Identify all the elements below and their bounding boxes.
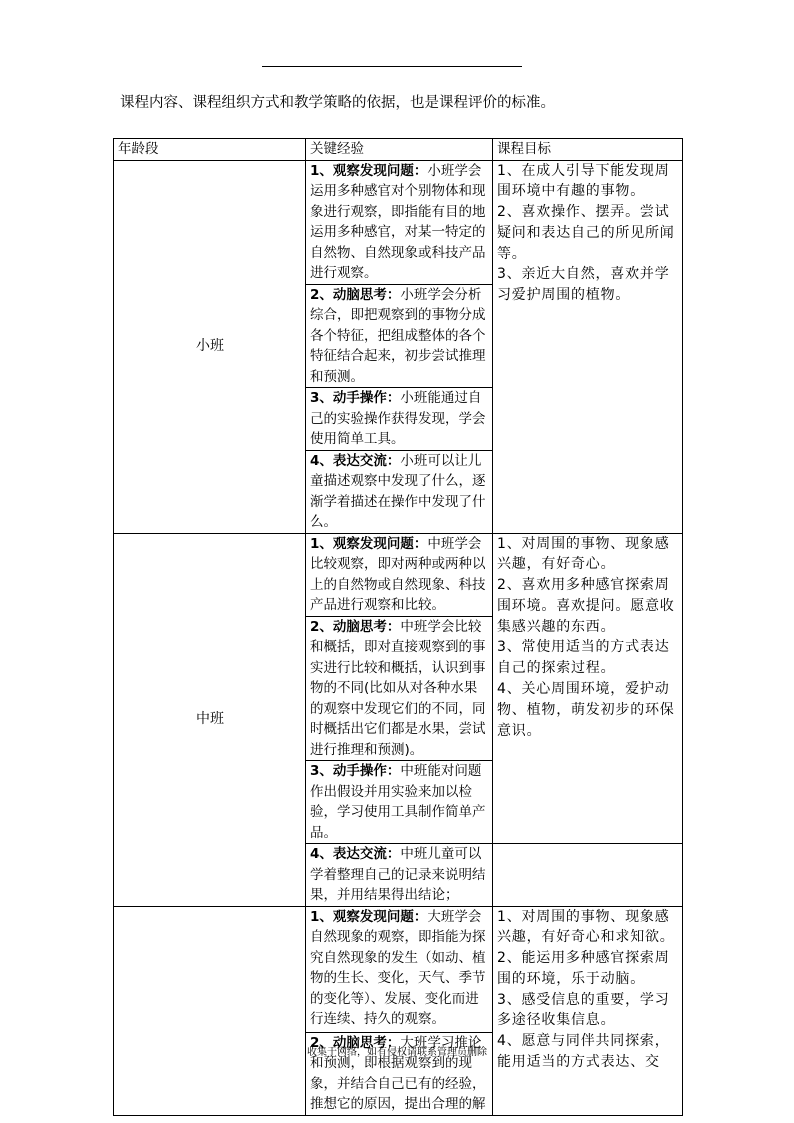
goal-cell-middle bbox=[493, 533, 683, 844]
experience-title: 1、观察发现问题： bbox=[310, 162, 428, 179]
experience-title: 2、动脑思考： bbox=[310, 1034, 401, 1051]
experience-text: 中班学会比较观察，即对两种或两种以上的自然物或自然现象、科技产品进行观察和比较。 bbox=[310, 535, 486, 613]
experience-title: 2、动脑思考： bbox=[310, 618, 401, 635]
experience-title: 4、表达交流： bbox=[310, 846, 401, 862]
age-cell-large bbox=[114, 906, 306, 1115]
experience-cell bbox=[306, 761, 493, 844]
intro-text: 课程内容、课程组织方式和教学策略的依据，也是课程评价的标准。 bbox=[120, 95, 555, 111]
experience-cell bbox=[306, 388, 493, 451]
goal-item: 1、对周围的事物、现象感兴趣，有好奇心和求知欲。 bbox=[497, 908, 675, 946]
goal-cell-small bbox=[493, 160, 683, 533]
table-row bbox=[114, 906, 683, 1032]
experience-cell bbox=[306, 533, 493, 616]
header-goal: 课程目标 bbox=[493, 139, 683, 161]
experience-text: 中班儿童可以学着整理自己的记录来说明结果，并用结果得出结论； bbox=[310, 846, 486, 903]
experience-title: 2、动脑思考： bbox=[310, 286, 401, 303]
goal-item: 4、愿意与同伴共同探索，能用适当的方式表达、交 bbox=[497, 1033, 670, 1071]
goal-item: 2、能运用多种感官探索周围的环境，乐于动脑。 bbox=[497, 950, 670, 987]
table-row bbox=[114, 533, 683, 616]
goal-item: 4、关心周围环境，爱护动物、植物，萌发初步的环保意识。 bbox=[497, 681, 675, 739]
experience-cell bbox=[306, 616, 493, 761]
goal-item: 1、在成人引导下能发现周围环境中有趣的事物。 bbox=[497, 162, 670, 200]
experience-text: 小班学会运用多种感官对个别物体和现象进行观察，即指能有目的地运用多种感官，对某一特定的自然物、自然现象或科技产品进行观察。 bbox=[310, 162, 486, 281]
header-age: 年龄段 bbox=[114, 139, 306, 161]
goal-item: 3、感受信息的重要，学习多途径收集信息。 bbox=[497, 991, 670, 1029]
table-header-row bbox=[114, 139, 683, 161]
experience-text: 小班学会分析综合，即把观察到的事物分成各个特征，把组成整体的各个特征结合起来，初步尝试推理和预测。 bbox=[310, 286, 486, 385]
experience-cell bbox=[306, 160, 493, 284]
experience-text: 小班可以让儿童描述观察中发现了什么，逐渐学着描述在操作中发现了什么。 bbox=[310, 452, 486, 530]
goal-item: 1、对周围的事物、现象感兴趣，有好奇心。 bbox=[497, 535, 670, 573]
goal-item: 2、喜欢用多种感官探索周围环境。喜欢提问。愿意收集感兴趣的东西。 bbox=[497, 577, 675, 635]
table-row bbox=[114, 160, 683, 284]
footer-note: 收集于网络，如有侵权请联系管理员删除 bbox=[307, 1047, 487, 1058]
goal-item: 3、常使用适当的方式表达自己的探索过程。 bbox=[497, 639, 670, 677]
header-key-experience: 关键经验 bbox=[306, 139, 493, 161]
experience-title: 3、动手操作： bbox=[310, 390, 401, 406]
experience-title: 1、观察发现问题： bbox=[310, 908, 428, 925]
goal-item: 2、喜欢操作、摆弄。尝试疑问和表达自己的所见所闻等。 bbox=[497, 204, 675, 262]
goal-cell-empty bbox=[493, 844, 683, 907]
experience-text: 大班学会自然现象的观察，即指能为探究自然现象的发生（如动、植物的生长、变化，天气、季节的变化等）、发展、变化而进行连续、持久的观察。 bbox=[310, 908, 486, 1027]
experience-cell bbox=[306, 844, 493, 907]
age-cell-small: 小班 bbox=[114, 160, 306, 533]
experience-title: 3、动手操作： bbox=[310, 763, 401, 779]
header-rule bbox=[262, 66, 522, 67]
experience-cell bbox=[306, 906, 493, 1032]
experience-cell bbox=[306, 284, 493, 388]
experience-text: 小班能通过自己的实验操作获得发现，学会使用简单工具。 bbox=[310, 390, 486, 447]
curriculum-table bbox=[113, 138, 683, 1116]
age-cell-middle: 中班 bbox=[114, 533, 306, 906]
experience-cell bbox=[306, 450, 493, 533]
goal-item: 3、亲近大自然，喜欢并学习爱护周围的植物。 bbox=[497, 266, 670, 304]
experience-title: 1、观察发现问题： bbox=[310, 535, 428, 552]
goal-cell-large bbox=[493, 906, 683, 1115]
experience-text: 中班学会比较和概括，即对直接观察到的事实进行比较和概括，认识到事物的不同(比如从对各种水果的观察中发现它们的不同，同时概括出它们都是水果，尝试进行推理和预测)。 bbox=[310, 618, 486, 758]
experience-text: 大班学习推论和预测，即根据观察到的现象，并结合自己已有的经验，推想它的原因，提出合理的解 bbox=[310, 1034, 486, 1112]
experience-text: 中班能对问题作出假设并用实验来加以检验，学习使用工具制作简单产品。 bbox=[310, 763, 486, 841]
experience-title: 4、表达交流： bbox=[310, 452, 401, 469]
